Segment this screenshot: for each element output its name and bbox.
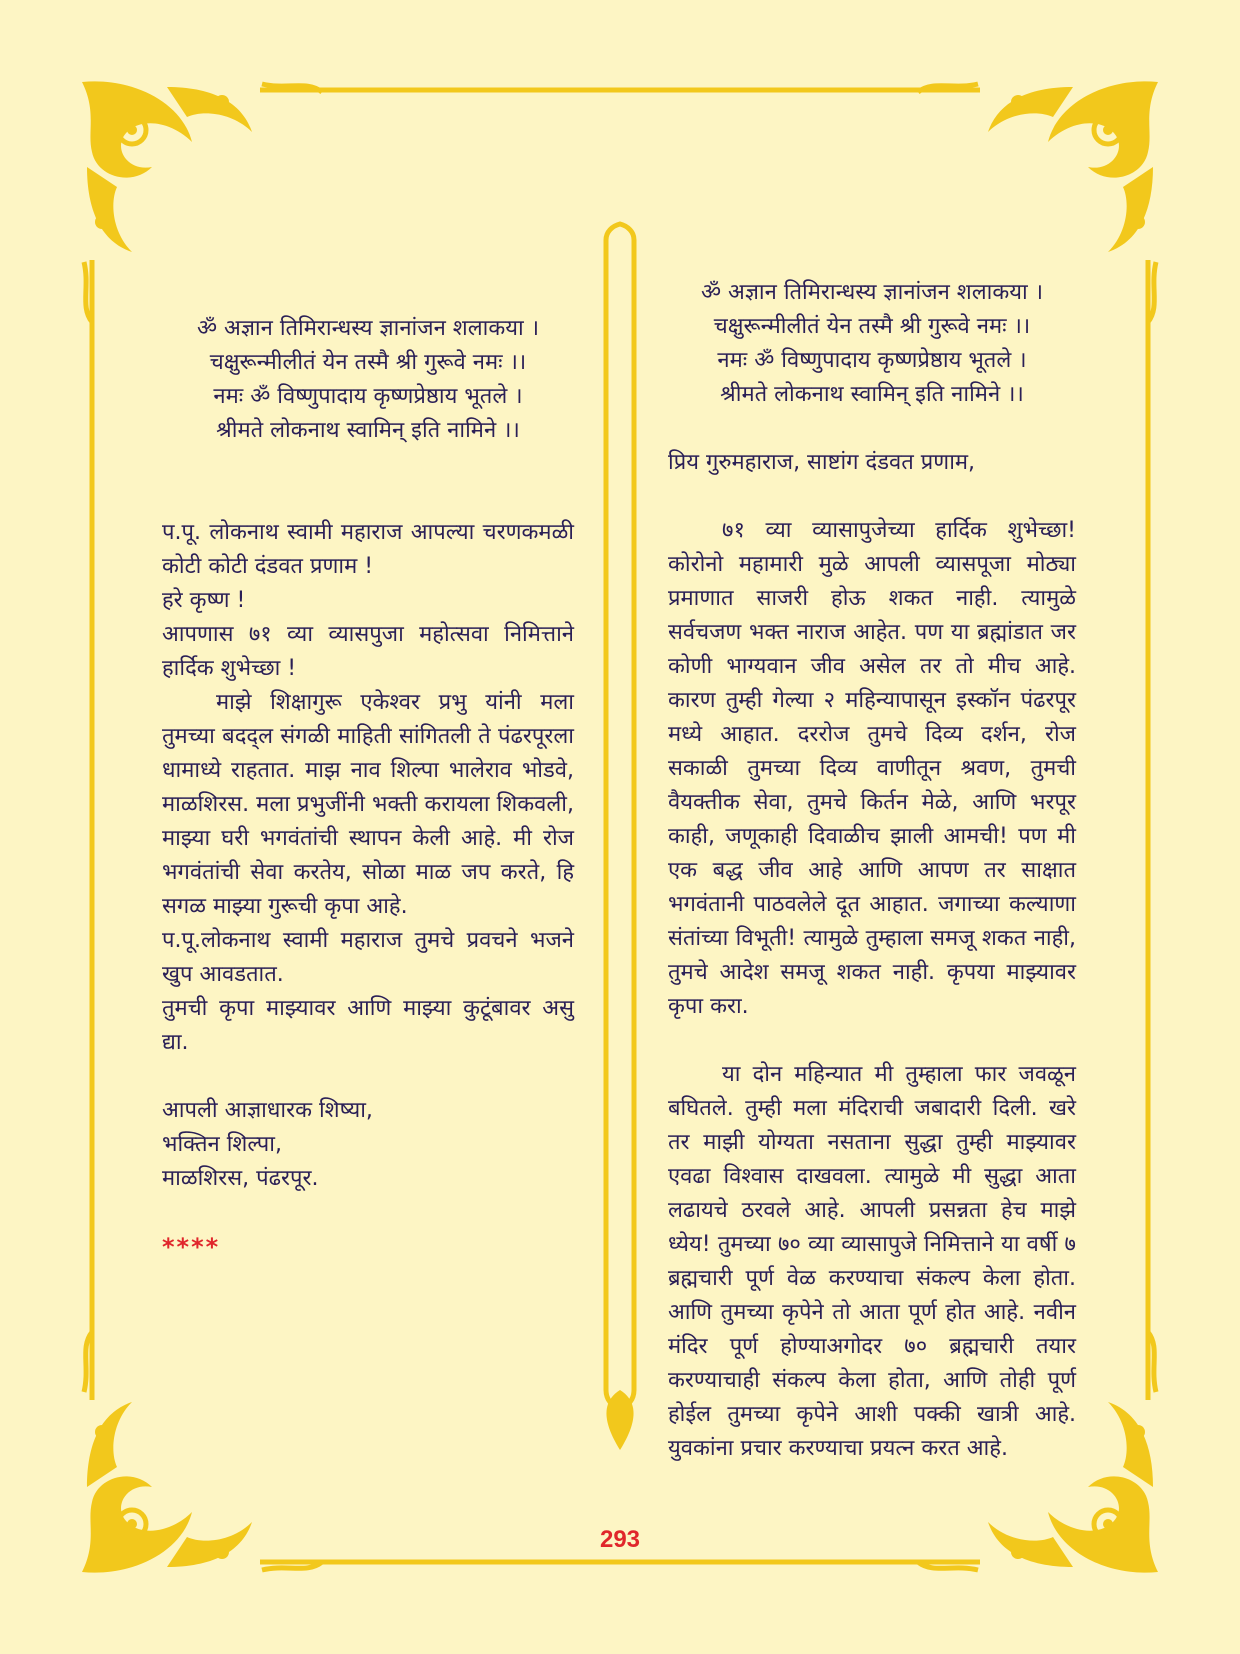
- body-paragraph: माझे शिक्षागुरू एकेश्वर प्रभु यांनी मला तुमच्या बदद्ल संगळी माहिती सांगितली ते पंढरपूरला धामाध्ये राहतात. माझ नाव शिल्पा भालेराव भोडवे, माळशिरस. मला प्रभुजींनी भक्ती करायला शिकवली, माझ्या घरी भगवंतांची स्थापन केली आहे. मी रोज भगवंतांची सेवा करतेय, सोळा माळ जप करते, हि सगळ माझ्या गुरूची कृपा आहे.: [162, 690, 574, 919]
- invocation-verse: [668, 276, 1076, 412]
- signature-line: माळशिरस, पंढरपूर.: [162, 1166, 319, 1191]
- greeting-paragraph: प.पू. लोकनाथ स्वामी महाराज आपल्या चरणकमळी कोटी कोटी दंडवत प्रणाम !: [162, 520, 574, 579]
- body-paragraph: ७१ व्या व्यासापुजेच्या हार्दिक शुभेच्छा! कोरोनो महामारी मुळे आपली व्यासपूजा मोठ्या प्रमाणात साजरी होऊ शकत नाही. त्यामुळे सर्वचजण भक्त नाराज आहेत. पण या ब्रह्मांडात जर कोणी भाग्यवान जीव असेल तर तो मीच आहे. कारण तुम्ही गेल्या २ महिन्यापासून इस्कॉन पंढरपूर मध्ये आहात. दररोज तुमचे दिव्य दर्शन, रोज सकाळी तुमच्या दिव्य वाणीतून श्रवण, तुमची वैयक्तीक सेवा, तुमचे किर्तन मेळे, आणि भरपूर काही, जणूकाही दिवाळीच झाली आमची! पण मी एक बद्ध जीव आहे आणि आपण तर साक्षात भगवंतानी पाठवलेले दूत आहात. जगाच्या कल्याणा संतांच्या विभूती! त्यामुळे तुम्हाला समजू शकत नाही, तुमचे आदेश समजू शकत नाही. कृपया माझ्यावर कृपा करा.: [668, 518, 1076, 1019]
- verse-line: चक्षुरून्मीलीतं येन तस्मै श्री गुरूवे नमः ।।: [209, 350, 527, 375]
- verse-line: श्रीमते लोकनाथ स्वामिन् इति नामिने ।।: [720, 382, 1024, 407]
- verse-line: ॐ अज्ञान तिमिरान्धस्य ज्ञानांजन शलाकया ।: [196, 316, 540, 341]
- left-column: [162, 312, 574, 1264]
- page-number: 293: [599, 1526, 641, 1553]
- verse-line: नमः ॐ विष्णुपादाय कृष्णप्रेष्ठाय भूतले ।: [717, 348, 1027, 373]
- stars-separator: ****: [162, 1233, 221, 1261]
- salutation-line: प्रिय गुरुमहाराज, साष्टांग दंडवत प्रणाम,: [668, 450, 976, 475]
- verse-line: ॐ अज्ञान तिमिरान्धस्य ज्ञानांजन शलाकया ।: [700, 280, 1044, 305]
- body-paragraph: तुमची कृपा माझ्यावर आणि माझ्या कुटूंबावर असु द्या.: [162, 996, 574, 1055]
- body-paragraph: प.पू.लोकनाथ स्वामी महाराज तुमचे प्रवचने भजने खुप आवडतात.: [162, 928, 574, 987]
- signature-line: भक्तिन शिल्पा,: [162, 1132, 282, 1157]
- right-column: [668, 276, 1076, 1466]
- invocation-verse: [162, 312, 574, 448]
- greeting-paragraph: आपणास ७१ व्या व्यासपुजा महोत्सवा निमित्ताने हार्दिक शुभेच्छा !: [162, 622, 574, 681]
- greeting-line: हरे कृष्ण !: [162, 588, 246, 613]
- verse-line: श्रीमते लोकनाथ स्वामिन् इति नामिने ।।: [216, 418, 520, 443]
- verse-line: चक्षुरून्मीलीतं येन तस्मै श्री गुरूवे नमः ।।: [713, 314, 1031, 339]
- verse-line: नमः ॐ विष्णुपादाय कृष्णप्रेष्ठाय भूतले ।: [213, 384, 523, 409]
- body-paragraph: या दोन महिन्यात मी तुम्हाला फार जवळून बघितले. तुम्ही मला मंदिराची जबादारी दिली. खरे तर माझी योग्यता नसताना सुद्धा तुम्ही माझ्यावर एवढा विश्वास दाखवला. त्यामुळे मी सुद्धा आता लढायचे ठरवले आहे. आपली प्रसन्नता हेच माझे ध्येय! तुमच्या ७० व्या व्यासापुजे निमित्ताने या वर्षी ७ ब्रह्मचारी पूर्ण वेळ करण्याचा संकल्प केला होता. आणि तुमच्या कृपेने तो आता पूर्ण होत आहे. नवीन मंदिर पूर्ण होण्याअगोदर ७० ब्रह्मचारी तयार करण्याचाही संकल्प केला होता, आणि तोही पूर्ण होईल तुमच्या कृपेने आशी पक्की खात्री आहे. युवकांना प्रचार करण्याचा प्रयत्न करत आहे.: [668, 1062, 1076, 1461]
- signature-line: आपली आज्ञाधारक शिष्या,: [162, 1098, 373, 1123]
